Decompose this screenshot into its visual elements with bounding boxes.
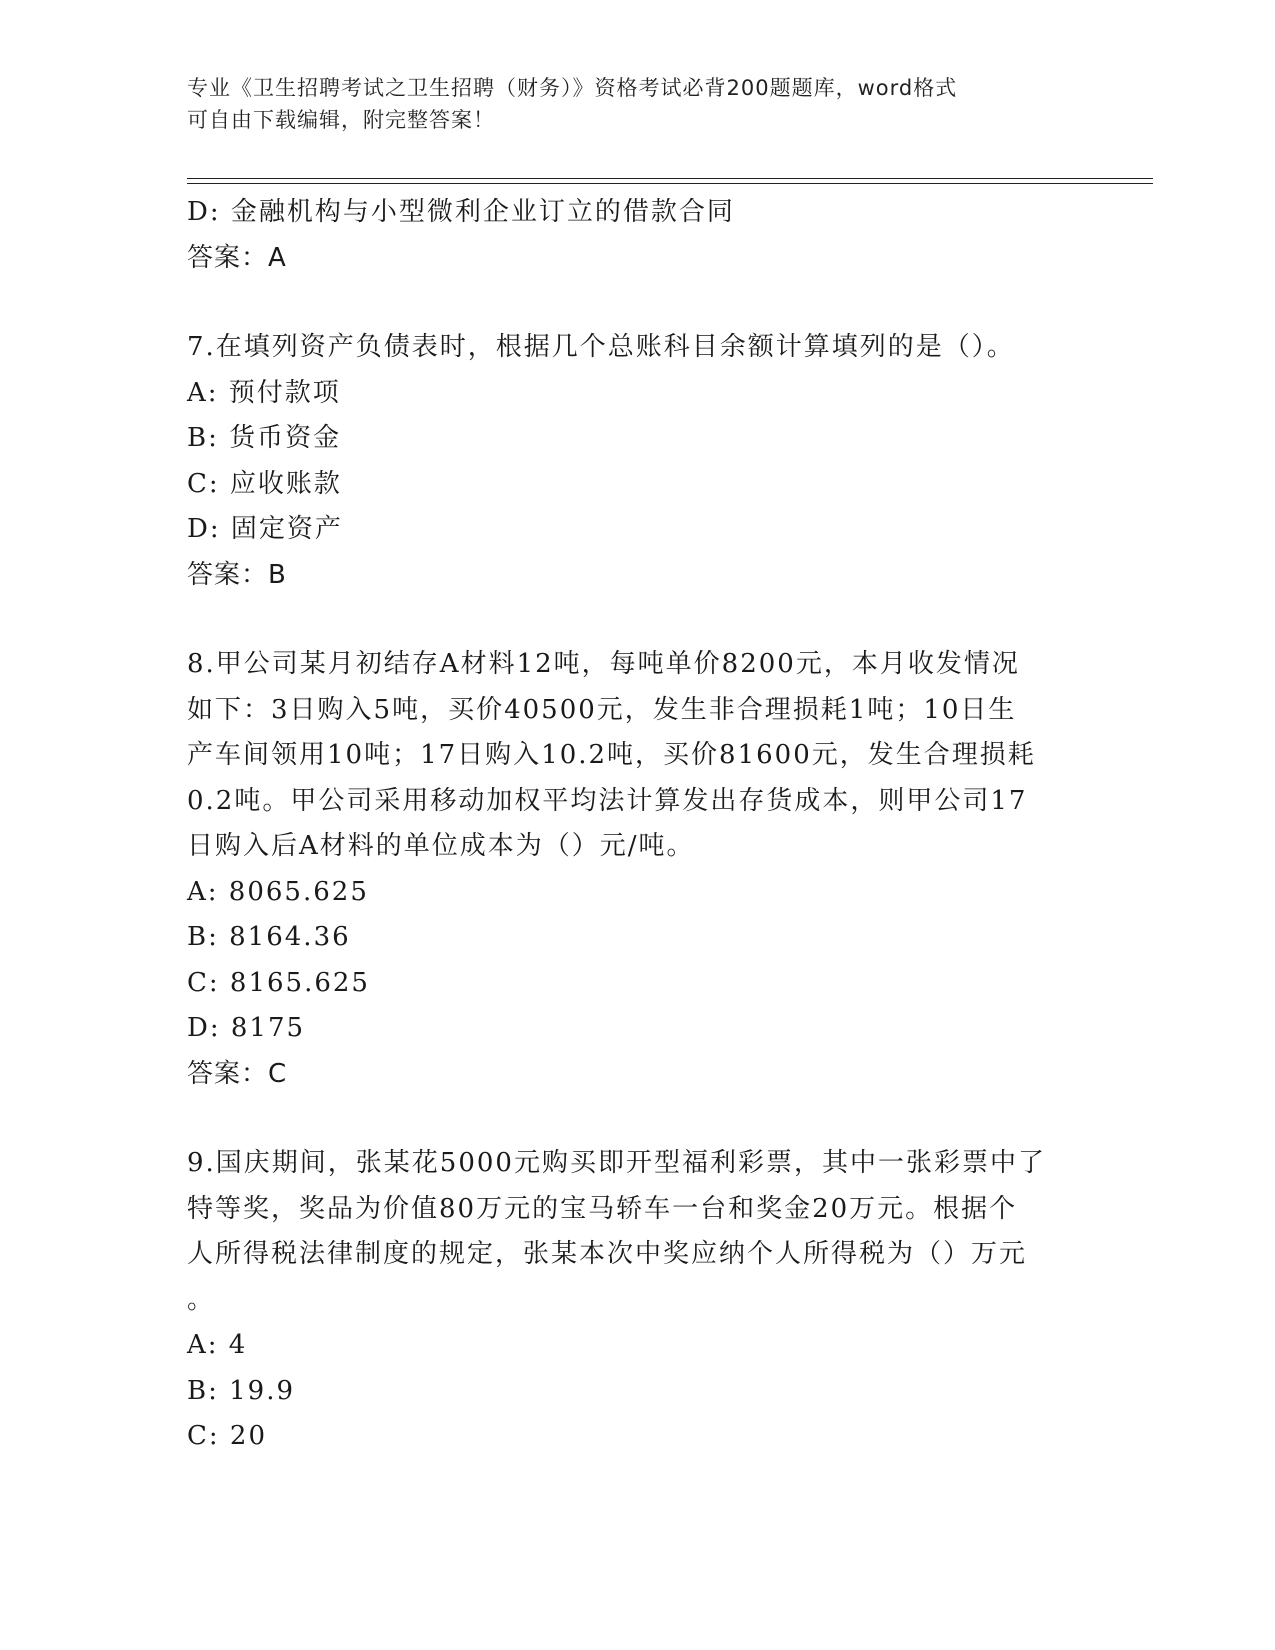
q8-option-a: A: 8065.625 [187,876,369,907]
q7-question: 7.在填列资产负债表时，根据几个总账科目余额计算填列的是（）。 [187,332,1015,362]
q7-option-a: A: 预付款项 [187,377,341,408]
question-content [187,190,1067,1460]
q8-option-c: C: 8165.625 [187,967,370,998]
q6-option-d: D: 金融机构与小型微利企业订立的借款合同 [187,197,735,227]
q7-option-b: B: 货币资金 [187,423,342,453]
spacer [187,1097,1067,1141]
header-line-1: 专业《卫生招聘考试之卫生招聘（财务）》资格考试必背200题题库，word格式 [187,76,958,100]
q6-answer: 答案：A [187,242,287,273]
q9-option-a: A: 4 [187,1330,248,1360]
q9-question-line-2: 特等奖，奖品为价值80万元的宝马轿车一台和奖金20万元。根据个 [187,1193,1018,1224]
q8-answer: 答案：C [187,1058,288,1089]
q8-question-line-1: 8.甲公司某月初结存A材料12吨，每吨单价8200元，本月收发情况 [187,649,1020,679]
q7-answer: 答案：B [187,559,287,590]
q8-option-d: D: 8175 [187,1013,306,1043]
q9-option-c: C: 20 [187,1421,268,1451]
q9-question-line-4: 。 [187,1284,216,1315]
header-divider-top [187,178,1153,179]
header-line-2: 可自由下载编辑，附完整答案！ [187,108,495,132]
q8-question-line-3: 产车间领用10吨；17日购入10.2吨，买价81600元，发生合理损耗 [187,740,1036,770]
q8-question-line-2: 如下：3日购入5吨，买价40500元，发生非合理损耗1吨；10日生 [187,694,1017,725]
header-divider-bottom [187,183,1153,184]
document-header [187,72,1067,136]
q8-question-line-4: 0.2吨。甲公司采用移动加权平均法计算发出存货成本，则甲公司17 [187,785,1028,816]
q8-option-b: B: 8164.36 [187,922,351,952]
q9-question-line-1: 9.国庆期间，张某花5000元购买即开型福利彩票，其中一张彩票中了 [187,1148,1046,1178]
q7-option-c: C: 应收账款 [187,468,342,499]
q9-option-b: B: 19.9 [187,1375,296,1406]
spacer [187,281,1067,325]
q8-question-line-5: 日购入后A材料的单位成本为（）元/吨。 [187,831,695,861]
q7-option-d: D: 固定资产 [187,514,343,544]
q9-question-line-3: 人所得税法律制度的规定，张某本次中奖应纳个人所得税为（）万元 [187,1239,1028,1269]
spacer [187,598,1067,642]
